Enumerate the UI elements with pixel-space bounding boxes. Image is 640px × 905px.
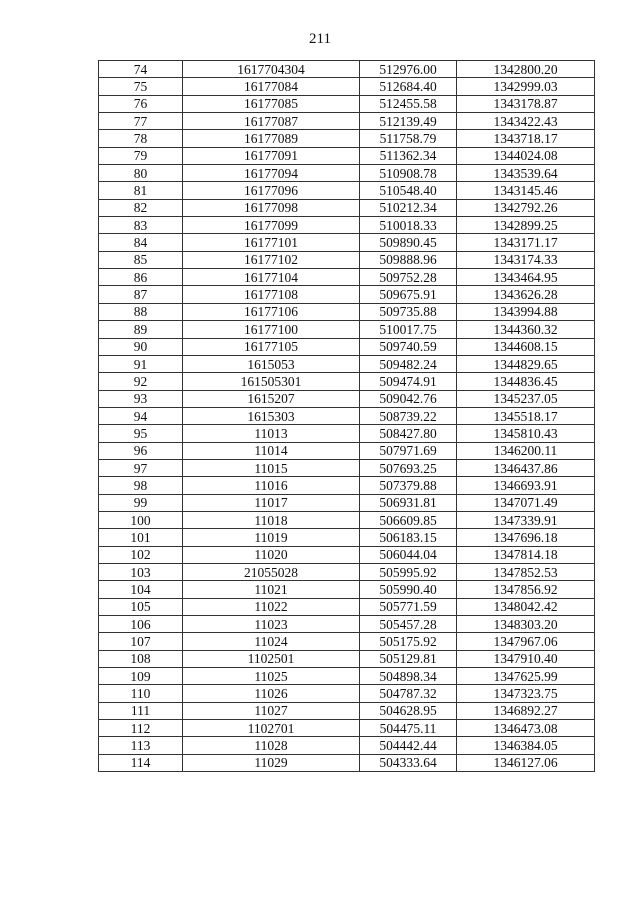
y-coordinate-cell: 1347852.53 bbox=[457, 563, 595, 580]
point-id-cell: 11019 bbox=[183, 529, 360, 546]
table-row bbox=[99, 546, 595, 563]
y-coordinate-cell: 1342800.20 bbox=[457, 61, 595, 78]
row-number-cell: 99 bbox=[99, 494, 183, 511]
row-number-cell: 88 bbox=[99, 303, 183, 320]
point-id-cell: 16177108 bbox=[183, 286, 360, 303]
table-row bbox=[99, 373, 595, 390]
point-id-cell: 21055028 bbox=[183, 563, 360, 580]
point-id-cell: 16177104 bbox=[183, 269, 360, 286]
table-row bbox=[99, 581, 595, 598]
x-coordinate-cell: 509482.24 bbox=[360, 355, 457, 372]
table-row bbox=[99, 494, 595, 511]
point-id-cell: 16177098 bbox=[183, 199, 360, 216]
row-number-cell: 75 bbox=[99, 78, 183, 95]
table-row bbox=[99, 61, 595, 78]
row-number-cell: 77 bbox=[99, 113, 183, 130]
point-id-cell: 11020 bbox=[183, 546, 360, 563]
table-row bbox=[99, 477, 595, 494]
point-id-cell: 16177106 bbox=[183, 303, 360, 320]
table-row bbox=[99, 511, 595, 528]
point-id-cell: 11027 bbox=[183, 702, 360, 719]
row-number-cell: 81 bbox=[99, 182, 183, 199]
point-id-cell: 1615207 bbox=[183, 390, 360, 407]
y-coordinate-cell: 1347814.18 bbox=[457, 546, 595, 563]
y-coordinate-cell: 1346127.06 bbox=[457, 754, 595, 771]
table-row bbox=[99, 685, 595, 702]
row-number-cell: 90 bbox=[99, 338, 183, 355]
table-row bbox=[99, 234, 595, 251]
y-coordinate-cell: 1345237.05 bbox=[457, 390, 595, 407]
row-number-cell: 110 bbox=[99, 685, 183, 702]
x-coordinate-cell: 511362.34 bbox=[360, 147, 457, 164]
table-row bbox=[99, 338, 595, 355]
table-row bbox=[99, 113, 595, 130]
y-coordinate-cell: 1347696.18 bbox=[457, 529, 595, 546]
table-row bbox=[99, 182, 595, 199]
x-coordinate-cell: 509888.96 bbox=[360, 251, 457, 268]
x-coordinate-cell: 512455.58 bbox=[360, 95, 457, 112]
x-coordinate-cell: 511758.79 bbox=[360, 130, 457, 147]
x-coordinate-cell: 509675.91 bbox=[360, 286, 457, 303]
row-number-cell: 112 bbox=[99, 720, 183, 737]
y-coordinate-cell: 1345810.43 bbox=[457, 425, 595, 442]
table-row bbox=[99, 702, 595, 719]
row-number-cell: 82 bbox=[99, 199, 183, 216]
x-coordinate-cell: 510212.34 bbox=[360, 199, 457, 216]
table-row bbox=[99, 269, 595, 286]
y-coordinate-cell: 1342792.26 bbox=[457, 199, 595, 216]
x-coordinate-cell: 504628.95 bbox=[360, 702, 457, 719]
row-number-cell: 111 bbox=[99, 702, 183, 719]
point-id-cell: 11025 bbox=[183, 668, 360, 685]
row-number-cell: 106 bbox=[99, 616, 183, 633]
y-coordinate-cell: 1347967.06 bbox=[457, 633, 595, 650]
point-id-cell: 16177091 bbox=[183, 147, 360, 164]
x-coordinate-cell: 510908.78 bbox=[360, 165, 457, 182]
coordinates-table bbox=[98, 60, 595, 772]
x-coordinate-cell: 506931.81 bbox=[360, 494, 457, 511]
table-row bbox=[99, 407, 595, 424]
point-id-cell: 16177099 bbox=[183, 217, 360, 234]
x-coordinate-cell: 506044.04 bbox=[360, 546, 457, 563]
row-number-cell: 105 bbox=[99, 598, 183, 615]
point-id-cell: 11013 bbox=[183, 425, 360, 442]
y-coordinate-cell: 1346437.86 bbox=[457, 459, 595, 476]
table-row bbox=[99, 616, 595, 633]
table-row bbox=[99, 321, 595, 338]
x-coordinate-cell: 510548.40 bbox=[360, 182, 457, 199]
row-number-cell: 87 bbox=[99, 286, 183, 303]
point-id-cell: 11021 bbox=[183, 581, 360, 598]
x-coordinate-cell: 512139.49 bbox=[360, 113, 457, 130]
point-id-cell: 11028 bbox=[183, 737, 360, 754]
x-coordinate-cell: 510017.75 bbox=[360, 321, 457, 338]
x-coordinate-cell: 512684.40 bbox=[360, 78, 457, 95]
point-id-cell: 16177087 bbox=[183, 113, 360, 130]
table-row bbox=[99, 425, 595, 442]
row-number-cell: 97 bbox=[99, 459, 183, 476]
x-coordinate-cell: 505771.59 bbox=[360, 598, 457, 615]
point-id-cell: 11023 bbox=[183, 616, 360, 633]
table-row bbox=[99, 199, 595, 216]
y-coordinate-cell: 1343145.46 bbox=[457, 182, 595, 199]
table-row bbox=[99, 390, 595, 407]
row-number-cell: 107 bbox=[99, 633, 183, 650]
table-row bbox=[99, 650, 595, 667]
table-row bbox=[99, 754, 595, 771]
y-coordinate-cell: 1346384.05 bbox=[457, 737, 595, 754]
table-row bbox=[99, 130, 595, 147]
x-coordinate-cell: 507971.69 bbox=[360, 442, 457, 459]
table-row bbox=[99, 598, 595, 615]
row-number-cell: 83 bbox=[99, 217, 183, 234]
y-coordinate-cell: 1346693.91 bbox=[457, 477, 595, 494]
y-coordinate-cell: 1347625.99 bbox=[457, 668, 595, 685]
table-row bbox=[99, 286, 595, 303]
x-coordinate-cell: 505175.92 bbox=[360, 633, 457, 650]
y-coordinate-cell: 1343994.88 bbox=[457, 303, 595, 320]
point-id-cell: 11026 bbox=[183, 685, 360, 702]
table-row bbox=[99, 217, 595, 234]
x-coordinate-cell: 505990.40 bbox=[360, 581, 457, 598]
point-id-cell: 11015 bbox=[183, 459, 360, 476]
table-row bbox=[99, 668, 595, 685]
row-number-cell: 78 bbox=[99, 130, 183, 147]
row-number-cell: 95 bbox=[99, 425, 183, 442]
point-id-cell: 1615303 bbox=[183, 407, 360, 424]
x-coordinate-cell: 509890.45 bbox=[360, 234, 457, 251]
x-coordinate-cell: 509740.59 bbox=[360, 338, 457, 355]
y-coordinate-cell: 1344608.15 bbox=[457, 338, 595, 355]
row-number-cell: 89 bbox=[99, 321, 183, 338]
y-coordinate-cell: 1343178.87 bbox=[457, 95, 595, 112]
point-id-cell: 161505301 bbox=[183, 373, 360, 390]
y-coordinate-cell: 1344836.45 bbox=[457, 373, 595, 390]
row-number-cell: 84 bbox=[99, 234, 183, 251]
point-id-cell: 1102501 bbox=[183, 650, 360, 667]
point-id-cell: 11016 bbox=[183, 477, 360, 494]
row-number-cell: 80 bbox=[99, 165, 183, 182]
point-id-cell: 11014 bbox=[183, 442, 360, 459]
point-id-cell: 16177105 bbox=[183, 338, 360, 355]
point-id-cell: 1102701 bbox=[183, 720, 360, 737]
row-number-cell: 79 bbox=[99, 147, 183, 164]
y-coordinate-cell: 1344829.65 bbox=[457, 355, 595, 372]
y-coordinate-cell: 1344360.32 bbox=[457, 321, 595, 338]
table-row bbox=[99, 251, 595, 268]
row-number-cell: 85 bbox=[99, 251, 183, 268]
y-coordinate-cell: 1343539.64 bbox=[457, 165, 595, 182]
y-coordinate-cell: 1343174.33 bbox=[457, 251, 595, 268]
row-number-cell: 103 bbox=[99, 563, 183, 580]
y-coordinate-cell: 1347323.75 bbox=[457, 685, 595, 702]
point-id-cell: 11029 bbox=[183, 754, 360, 771]
table-row bbox=[99, 95, 595, 112]
page-number: 211 bbox=[309, 31, 331, 47]
row-number-cell: 74 bbox=[99, 61, 183, 78]
y-coordinate-cell: 1345518.17 bbox=[457, 407, 595, 424]
row-number-cell: 98 bbox=[99, 477, 183, 494]
x-coordinate-cell: 509752.28 bbox=[360, 269, 457, 286]
table-row bbox=[99, 633, 595, 650]
point-id-cell: 16177102 bbox=[183, 251, 360, 268]
x-coordinate-cell: 504787.32 bbox=[360, 685, 457, 702]
point-id-cell: 16177096 bbox=[183, 182, 360, 199]
point-id-cell: 16177084 bbox=[183, 78, 360, 95]
x-coordinate-cell: 504898.34 bbox=[360, 668, 457, 685]
x-coordinate-cell: 505129.81 bbox=[360, 650, 457, 667]
y-coordinate-cell: 1346473.08 bbox=[457, 720, 595, 737]
row-number-cell: 96 bbox=[99, 442, 183, 459]
y-coordinate-cell: 1347856.92 bbox=[457, 581, 595, 598]
y-coordinate-cell: 1348303.20 bbox=[457, 616, 595, 633]
y-coordinate-cell: 1347339.91 bbox=[457, 511, 595, 528]
y-coordinate-cell: 1346200.11 bbox=[457, 442, 595, 459]
y-coordinate-cell: 1343464.95 bbox=[457, 269, 595, 286]
table-row bbox=[99, 459, 595, 476]
row-number-cell: 92 bbox=[99, 373, 183, 390]
table-row bbox=[99, 165, 595, 182]
x-coordinate-cell: 504475.11 bbox=[360, 720, 457, 737]
y-coordinate-cell: 1348042.42 bbox=[457, 598, 595, 615]
point-id-cell: 16177101 bbox=[183, 234, 360, 251]
point-id-cell: 16177100 bbox=[183, 321, 360, 338]
y-coordinate-cell: 1346892.27 bbox=[457, 702, 595, 719]
row-number-cell: 100 bbox=[99, 511, 183, 528]
table-row bbox=[99, 355, 595, 372]
x-coordinate-cell: 505457.28 bbox=[360, 616, 457, 633]
x-coordinate-cell: 507379.88 bbox=[360, 477, 457, 494]
table-row bbox=[99, 737, 595, 754]
row-number-cell: 114 bbox=[99, 754, 183, 771]
point-id-cell: 11017 bbox=[183, 494, 360, 511]
table-row bbox=[99, 720, 595, 737]
point-id-cell: 16177089 bbox=[183, 130, 360, 147]
y-coordinate-cell: 1347910.40 bbox=[457, 650, 595, 667]
x-coordinate-cell: 506609.85 bbox=[360, 511, 457, 528]
coordinates-table-body bbox=[99, 61, 595, 772]
x-coordinate-cell: 504333.64 bbox=[360, 754, 457, 771]
point-id-cell: 11018 bbox=[183, 511, 360, 528]
row-number-cell: 102 bbox=[99, 546, 183, 563]
point-id-cell: 11024 bbox=[183, 633, 360, 650]
x-coordinate-cell: 509474.91 bbox=[360, 373, 457, 390]
y-coordinate-cell: 1347071.49 bbox=[457, 494, 595, 511]
table-row bbox=[99, 563, 595, 580]
row-number-cell: 101 bbox=[99, 529, 183, 546]
row-number-cell: 91 bbox=[99, 355, 183, 372]
point-id-cell: 16177085 bbox=[183, 95, 360, 112]
x-coordinate-cell: 507693.25 bbox=[360, 459, 457, 476]
point-id-cell: 16177094 bbox=[183, 165, 360, 182]
row-number-cell: 113 bbox=[99, 737, 183, 754]
y-coordinate-cell: 1343422.43 bbox=[457, 113, 595, 130]
point-id-cell: 1617704304 bbox=[183, 61, 360, 78]
x-coordinate-cell: 506183.15 bbox=[360, 529, 457, 546]
y-coordinate-cell: 1343171.17 bbox=[457, 234, 595, 251]
x-coordinate-cell: 508739.22 bbox=[360, 407, 457, 424]
y-coordinate-cell: 1344024.08 bbox=[457, 147, 595, 164]
row-number-cell: 94 bbox=[99, 407, 183, 424]
row-number-cell: 93 bbox=[99, 390, 183, 407]
table-row bbox=[99, 303, 595, 320]
x-coordinate-cell: 508427.80 bbox=[360, 425, 457, 442]
table-row bbox=[99, 78, 595, 95]
x-coordinate-cell: 509042.76 bbox=[360, 390, 457, 407]
point-id-cell: 1615053 bbox=[183, 355, 360, 372]
row-number-cell: 109 bbox=[99, 668, 183, 685]
x-coordinate-cell: 509735.88 bbox=[360, 303, 457, 320]
table-row bbox=[99, 529, 595, 546]
y-coordinate-cell: 1343626.28 bbox=[457, 286, 595, 303]
x-coordinate-cell: 504442.44 bbox=[360, 737, 457, 754]
point-id-cell: 11022 bbox=[183, 598, 360, 615]
x-coordinate-cell: 510018.33 bbox=[360, 217, 457, 234]
row-number-cell: 104 bbox=[99, 581, 183, 598]
y-coordinate-cell: 1343718.17 bbox=[457, 130, 595, 147]
row-number-cell: 108 bbox=[99, 650, 183, 667]
x-coordinate-cell: 512976.00 bbox=[360, 61, 457, 78]
y-coordinate-cell: 1342999.03 bbox=[457, 78, 595, 95]
row-number-cell: 86 bbox=[99, 269, 183, 286]
table-row bbox=[99, 147, 595, 164]
y-coordinate-cell: 1342899.25 bbox=[457, 217, 595, 234]
x-coordinate-cell: 505995.92 bbox=[360, 563, 457, 580]
row-number-cell: 76 bbox=[99, 95, 183, 112]
table-row bbox=[99, 442, 595, 459]
